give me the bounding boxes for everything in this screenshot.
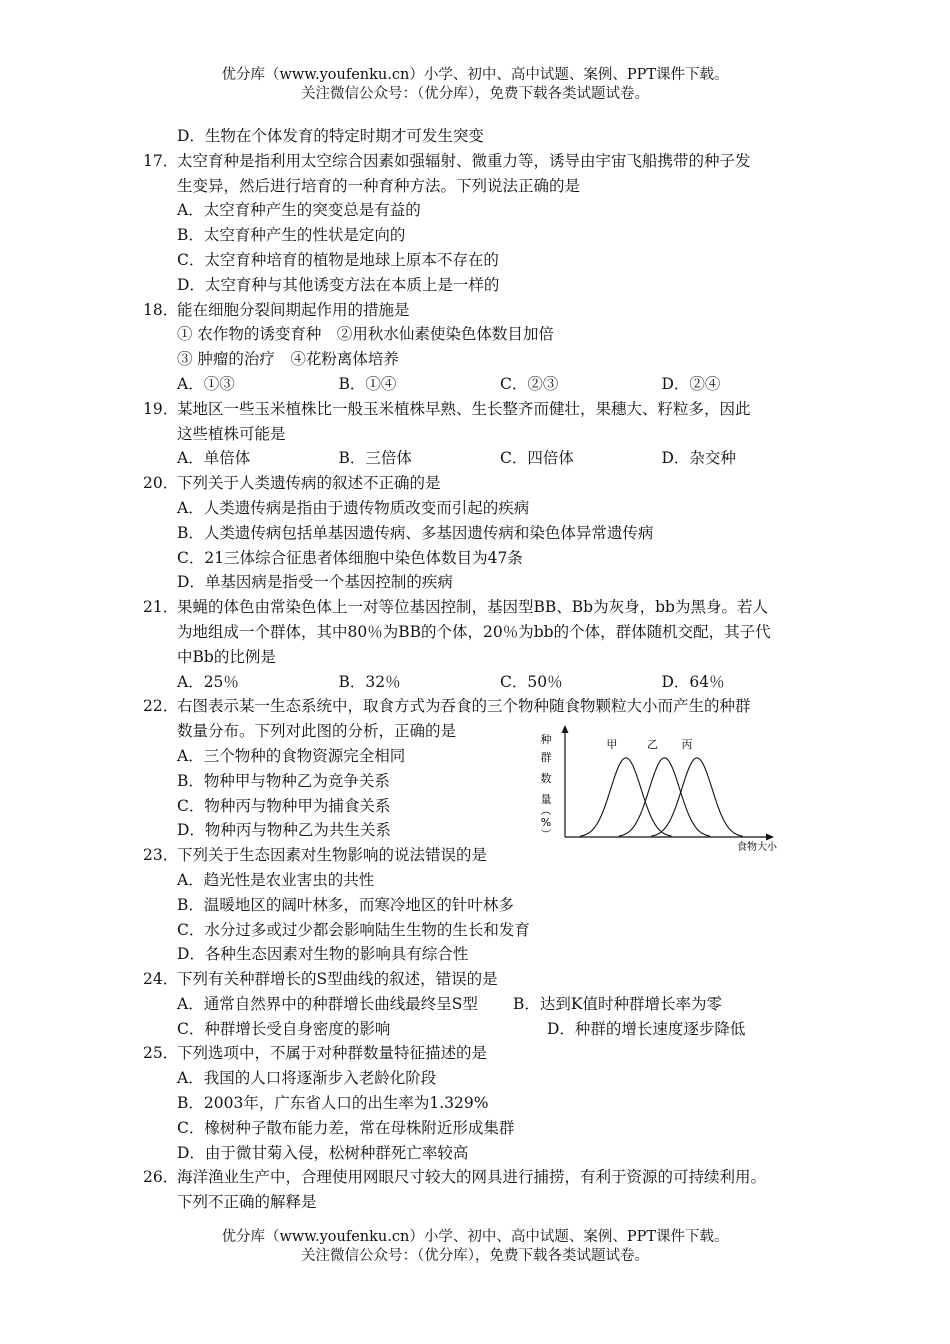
option-d: D．②④ (661, 374, 721, 393)
option-b: B．达到K值时种群增长率为零 (513, 994, 722, 1013)
header-line-1: 优分库（www.youfenku.cn）小学、初中、高中试题、案例、PPT课件下载。 (221, 67, 729, 83)
curve-3 (651, 758, 742, 836)
options-row (143, 1017, 823, 1042)
question-stem: 下列关于生态因素对生物影响的说法错误的是 (177, 846, 488, 865)
question-stem: 果蝇的体色由常染色体上一对等位基因控制，基因型BB、Bb为灰身，bb为黑身。若人 (177, 598, 768, 617)
question-stem: 太空育种是指利用太空综合因素如强辐射、微重力等，诱导由宇宙飞船携带的种子发 (177, 151, 751, 170)
question-number: 19． (143, 399, 179, 418)
question-stem-continued: 数量分布。下列对此图的分析，正确的是 (177, 722, 457, 741)
question-number: 24． (143, 970, 179, 989)
y-axis-label-char: ︵ (540, 804, 552, 817)
measure-list-2: ③ 肿瘤的治疗 ④花粉离体培养 (177, 350, 399, 369)
option-c: C．50％ (500, 672, 563, 691)
question-stem-continued: 为地组成一个群体，其中80％为BB的个体，20％为bb的个体，群体随机交配，其子代 (177, 622, 771, 641)
y-axis-label-char: % (540, 816, 552, 829)
question-stem: 右图表示某一生态系统中，取食方式为吞食的三个物种随食物颗粒大小而产生的种群 (177, 697, 751, 716)
question-17 (143, 149, 823, 174)
question-number: 23． (143, 846, 179, 865)
option-d: D．种群的增长速度逐步降低 (547, 1019, 746, 1038)
option-c: C．②③ (500, 374, 559, 393)
series-curves (580, 758, 742, 836)
y-axis-label-char: ︶ (540, 828, 552, 841)
x-axis-label: 食物大小 (737, 842, 777, 853)
y-axis-label-char: 群 (540, 751, 552, 764)
option-d: D．杂交种 (661, 449, 736, 468)
question-stem: 下列有关种群增长的S型曲线的叙述，错误的是 (177, 970, 498, 989)
option-d: D．物种丙与物种乙为共生关系 (177, 821, 391, 840)
options-row (143, 372, 823, 397)
options-row (143, 992, 823, 1017)
question-number: 22． (143, 697, 179, 716)
question-stem: 某地区一些玉米植株比一般玉米植株早熟、生长整齐而健壮，果穗大、籽粒多，因此 (177, 399, 751, 418)
question-24 (143, 967, 823, 992)
question-stem-continued: 生变异，然后进行培育的一种育种方法。下列说法正确的是 (177, 176, 581, 195)
measure-list-1: ① 农作物的诱变育种 ②用秋水仙素使染色体数目加倍 (177, 325, 554, 344)
x-axis-arrow (766, 834, 774, 841)
question-26 (143, 1165, 823, 1190)
y-axis-arrow (562, 725, 569, 733)
question-number: 18． (143, 300, 179, 319)
question-body (143, 124, 823, 1215)
option-b: B．太空育种产生的性状是定向的 (177, 226, 406, 245)
option-a: A．单倍体 (177, 449, 251, 468)
option-a: A．太空育种产生的突变总是有益的 (177, 201, 421, 220)
series-label-2: 乙 (647, 737, 658, 751)
option-c: C．21三体综合征患者体细胞中染色体数目为47条 (177, 548, 523, 567)
question-21 (143, 595, 823, 620)
option-c: C．水分过多或过少都会影响陆生生物的生长和发育 (177, 920, 530, 939)
question-20 (143, 471, 823, 496)
footer-line-1: 优分库（www.youfenku.cn）小学、初中、高中试题、案例、PPT课件下载。 (221, 1229, 729, 1245)
option-b: B．2003年，广东省人口的出生率为1.329% (177, 1094, 489, 1113)
option-a: A．我国的人口将逐渐步入老龄化阶段 (177, 1069, 437, 1088)
question-25 (143, 1041, 823, 1066)
question-18 (143, 298, 823, 323)
page-header (0, 66, 950, 104)
prev-question-option-d: D．生物在个体发育的特定时期才可发生突变 (177, 127, 484, 145)
series-label-1: 甲 (606, 737, 618, 751)
question-number: 21． (143, 598, 179, 617)
options-row (143, 446, 823, 471)
question-stem: 下列关于人类遗传病的叙述不正确的是 (177, 474, 441, 493)
question-number: 26． (143, 1168, 179, 1187)
option-b: B．人类遗传病包括单基因遗传病、多基因遗传病和染色体异常遗传病 (177, 523, 654, 542)
option-a: A．25％ (177, 672, 239, 691)
question-stem: 海洋渔业生产中，合理使用网眼尺寸较大的网具进行捕捞，有利于资源的可持续利用。 (177, 1168, 767, 1187)
question-stem-continued: 这些植株可能是 (177, 424, 286, 443)
question-stem: 能在细胞分裂间期起作用的措施是 (177, 300, 410, 319)
y-axis-label-char: 数 (540, 772, 552, 785)
option-a: A．①③ (177, 374, 235, 393)
page-footer (0, 1228, 950, 1266)
option-d: D．各种生态因素对生物的影响具有综合性 (177, 945, 469, 964)
question-stem-continued: 中Bb的比例是 (177, 647, 276, 666)
series-labels (606, 738, 692, 751)
option-c: C．四倍体 (500, 449, 574, 468)
curve-2 (619, 758, 710, 836)
question-number: 17． (143, 151, 179, 170)
question-19 (143, 397, 823, 422)
options-row (143, 670, 823, 695)
curve-1 (580, 758, 671, 836)
option-c: C．太空育种培育的植物是地球上原本不存在的 (177, 250, 499, 269)
question-number: 25． (143, 1044, 179, 1063)
question-number: 20． (143, 474, 179, 493)
option-d: D．64％ (661, 672, 725, 691)
option-d: D．单基因病是指受一个基因控制的疾病 (177, 573, 453, 592)
series-label-3: 丙 (681, 737, 693, 751)
y-axis-label-char: 量 (540, 793, 552, 806)
y-axis-label (541, 733, 552, 841)
question-stem: 下列选项中，不属于对种群数量特征描述的是 (177, 1044, 488, 1063)
option-a: A．人类遗传病是指由于遗传物质改变而引起的疾病 (177, 498, 530, 517)
footer-line-2: 关注微信公众号：（优分库），免费下载各类试题试卷。 (301, 1248, 649, 1264)
y-axis-label-char: 种 (540, 733, 552, 746)
option-a: A．三个物种的食物资源完全相同 (177, 746, 406, 765)
option-b: B．物种甲与物种乙为竞争关系 (177, 771, 390, 790)
option-c: C．种群增长受自身密度的影响 (177, 1019, 391, 1038)
question-22 (143, 694, 823, 719)
option-b: B．①④ (338, 374, 397, 393)
option-d: D．由于微甘菊入侵，松树种群死亡率较高 (177, 1143, 469, 1162)
option-b: B．32％ (338, 672, 401, 691)
option-a: A．趋光性是农业害虫的共性 (177, 870, 375, 889)
header-line-2: 关注微信公众号：（优分库），免费下载各类试题试卷。 (301, 86, 649, 102)
option-b: B．三倍体 (338, 449, 412, 468)
option-c: C．橡树种子散布能力差，常在母株附近形成集群 (177, 1118, 515, 1137)
option-b: B．温暖地区的阔叶林多，而寒冷地区的针叶林多 (177, 895, 514, 914)
species-distribution-chart (532, 722, 782, 857)
question-stem-continued: 下列不正确的解释是 (177, 1193, 317, 1212)
option-d: D．太空育种与其他诱变方法在本质上是一样的 (177, 275, 500, 294)
option-a: A．通常自然界中的种群增长曲线最终呈S型 (177, 994, 478, 1013)
option-c: C．物种丙与物种甲为捕食关系 (177, 796, 391, 815)
